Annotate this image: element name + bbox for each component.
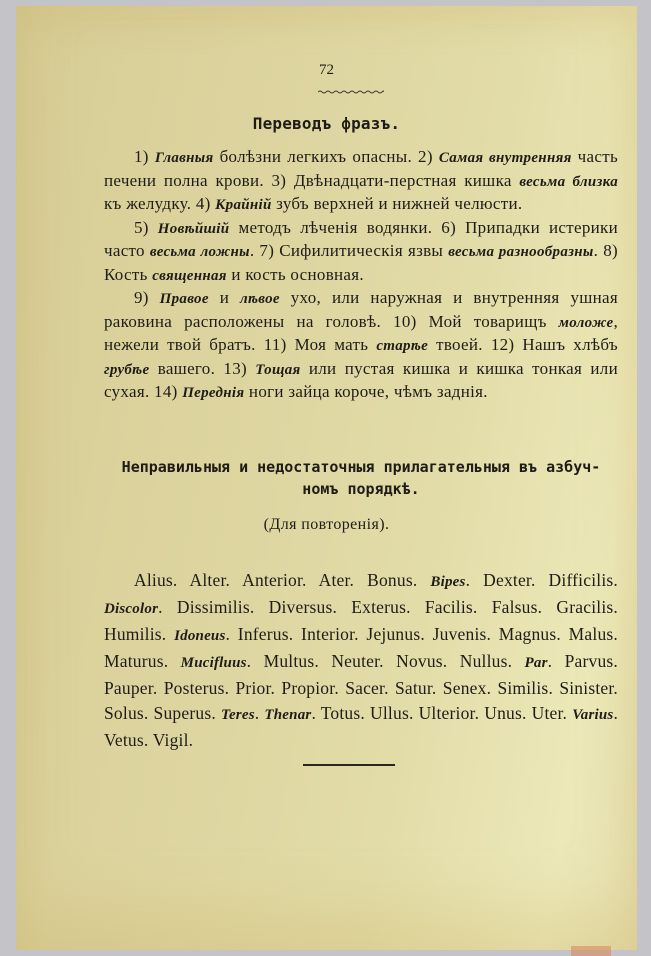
emphasized-text: Самая внутренняя bbox=[438, 150, 572, 166]
text-run: . bbox=[254, 702, 265, 723]
emphasized-text: священная bbox=[152, 267, 227, 284]
emphasized-text: грубѣе bbox=[104, 361, 150, 378]
text-run: 1) bbox=[134, 147, 155, 166]
text-run: . 8) Кость bbox=[104, 241, 618, 284]
text-run: или пустая кишка и кишка тонкая или сухая. 14) bbox=[104, 358, 618, 401]
section-heading-line-2: номъ порядкѣ. bbox=[302, 480, 420, 498]
section-heading-translation: Переводъ фразъ. bbox=[252, 114, 401, 133]
text-run: зубъ верхней и нижней челюсти. bbox=[271, 194, 523, 213]
emphasized-text: весьма ложны bbox=[149, 244, 250, 260]
text-run: . Vetus. Vigil. bbox=[104, 702, 619, 750]
text-run: . 7) Сифилитическія язвы bbox=[249, 241, 449, 260]
latin-adjective-list bbox=[104, 568, 618, 753]
paragraph-2 bbox=[104, 217, 618, 288]
emphasized-text: Teres bbox=[220, 706, 255, 723]
paper-stain-decoration bbox=[571, 946, 611, 956]
text-run: . Inferus. Interior. Jejunus. Juvenis. Magnus. Malus. Maturus. bbox=[104, 623, 619, 671]
emphasized-text: Новѣйшій bbox=[157, 220, 230, 237]
subtitle-repetition: (Для повторенія). bbox=[263, 516, 390, 533]
text-run: , нежели твой братъ. 11) Моя мать bbox=[104, 311, 618, 354]
text-run: твоей. 12) Нашъ хлѣбъ bbox=[428, 335, 619, 354]
emphasized-text: Varius bbox=[572, 706, 614, 723]
emphasized-text: Idoneus bbox=[174, 627, 226, 644]
text-run: . Multus. Neuter. Novus. Nullus. bbox=[246, 650, 525, 671]
text-run: и кость основная. bbox=[226, 264, 364, 284]
emphasized-text: Крайній bbox=[215, 197, 272, 213]
wavy-rule-decoration bbox=[318, 90, 384, 94]
emphasized-text: Правое bbox=[159, 291, 209, 307]
text-run: Alius. Alter. Anterior. Ater. Bonus. bbox=[134, 569, 431, 590]
text-run: . Dissimilis. Diversus. Exterus. Facilis. Falsus. Gracilis. Humilis. bbox=[104, 596, 618, 644]
emphasized-text: Главныя bbox=[154, 150, 214, 166]
emphasized-text: Par bbox=[524, 654, 548, 671]
emphasized-text: весьма близка bbox=[519, 173, 618, 190]
translation-phrases bbox=[104, 146, 618, 405]
emphasized-text: Discolor bbox=[104, 600, 159, 617]
text-run: ухо, или наружная и внутренняя ушная раковина расположены на головѣ. 10) Мой товарищъ bbox=[104, 288, 618, 331]
text-run: болѣзни легкихъ опасны. 2) bbox=[213, 147, 439, 166]
section-heading-line-1: Неправильныя и недостаточныя прилагательныя въ азбуч- bbox=[121, 458, 601, 476]
text-run: методъ лѣченія водянки. 6) Припадки истерики часто bbox=[104, 217, 619, 260]
paragraph-1 bbox=[104, 146, 618, 217]
section-heading-adjectives bbox=[104, 456, 618, 500]
end-rule-divider bbox=[303, 764, 395, 766]
page-number: 72 bbox=[319, 62, 334, 78]
emphasized-text: Thenar bbox=[264, 706, 312, 723]
text-run: . Dexter. Difficilis. bbox=[465, 569, 618, 590]
book-page bbox=[16, 6, 637, 950]
text-run: къ желудку. 4) bbox=[104, 194, 216, 213]
emphasized-text: Тощая bbox=[255, 361, 301, 378]
text-run: . Parvus. Pauper. Posterus. Prior. Propior. Sacer. Satur. Senex. Similis. Sinister. Solus. Superus. bbox=[104, 650, 618, 723]
text-run: часть печени полна крови. 3) Двѣнадцати-перстная кишка bbox=[104, 147, 618, 190]
emphasized-text: моложе bbox=[558, 314, 614, 331]
text-run: и bbox=[208, 288, 240, 307]
text-run: вашего. 13) bbox=[149, 358, 256, 378]
text-run: 5) bbox=[134, 217, 158, 237]
text-run: ноги зайца короче, чѣмъ заднія. bbox=[244, 382, 488, 401]
emphasized-text: весьма разнообразны bbox=[448, 244, 594, 260]
emphasized-text: Mucifluus bbox=[180, 654, 247, 671]
emphasized-text: лѣвое bbox=[239, 291, 280, 307]
text-run: 9) bbox=[134, 288, 160, 307]
text-run: . Totus. Ullus. Ulterior. Unus. Uter. bbox=[311, 702, 573, 723]
paragraph-3 bbox=[104, 287, 618, 405]
emphasized-text: Переднія bbox=[182, 385, 245, 401]
emphasized-text: Bipes bbox=[430, 573, 466, 590]
emphasized-text: старѣе bbox=[376, 338, 429, 354]
